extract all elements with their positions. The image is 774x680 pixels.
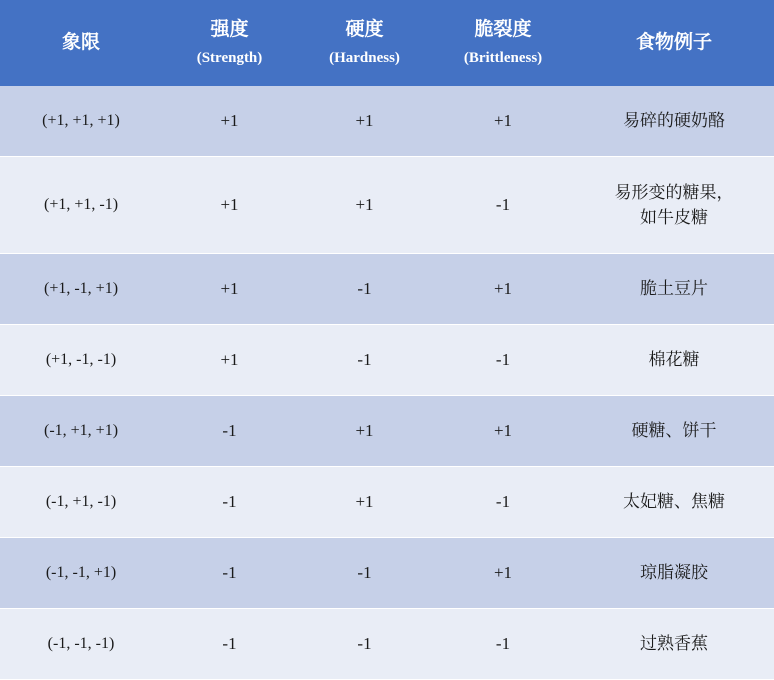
- cell-brittleness: +1: [432, 86, 574, 157]
- cell-brittleness: +1: [432, 396, 574, 467]
- cell-strength: -1: [162, 609, 297, 680]
- cell-quadrant: (-1, -1, +1): [0, 538, 162, 609]
- cell-quadrant: (-1, +1, +1): [0, 396, 162, 467]
- cell-brittleness: +1: [432, 254, 574, 325]
- cell-strength: -1: [162, 396, 297, 467]
- header-cell-brittleness: [432, 0, 574, 86]
- cell-example: [574, 396, 774, 467]
- cell-example-line2: 如牛皮糖: [640, 208, 708, 227]
- cell-hardness: +1: [297, 467, 432, 538]
- table-row: [0, 609, 774, 680]
- table-row: [0, 254, 774, 325]
- header-cell-quadrant: [0, 0, 162, 86]
- cell-brittleness: -1: [432, 609, 574, 680]
- table-row: [0, 86, 774, 157]
- cell-example: [574, 254, 774, 325]
- header-row: [0, 0, 774, 86]
- table-body: [0, 86, 774, 680]
- cell-quadrant: (+1, -1, +1): [0, 254, 162, 325]
- table-row: [0, 467, 774, 538]
- header-label-example: 食物例子: [635, 32, 712, 54]
- cell-example: [574, 157, 774, 254]
- cell-strength: +1: [162, 325, 297, 396]
- header-label-strength: 强度: [210, 19, 249, 41]
- table-row: [0, 396, 774, 467]
- cell-brittleness: -1: [432, 325, 574, 396]
- cell-example: [574, 86, 774, 157]
- cell-hardness: -1: [297, 325, 432, 396]
- cell-strength: +1: [162, 157, 297, 254]
- cell-example: [574, 538, 774, 609]
- cell-example-line1: 琼脂凝胶: [640, 563, 708, 583]
- cell-example-line1: 棉花糖: [648, 350, 700, 370]
- cell-hardness: +1: [297, 396, 432, 467]
- header-sublabel-brittleness: (Brittleness): [463, 49, 543, 66]
- header-cell-example: [574, 0, 774, 86]
- cell-example-line1: 太妃糖、焦糖: [623, 492, 725, 512]
- cell-hardness: -1: [297, 538, 432, 609]
- header-label-hardness: 硬度: [345, 19, 384, 41]
- cell-hardness: +1: [297, 86, 432, 157]
- header-label-quadrant: 象限: [61, 32, 100, 54]
- cell-quadrant: (+1, +1, -1): [0, 157, 162, 254]
- cell-brittleness: -1: [432, 157, 574, 254]
- cell-strength: +1: [162, 86, 297, 157]
- cell-hardness: -1: [297, 609, 432, 680]
- cell-example: [574, 467, 774, 538]
- cell-quadrant: (+1, -1, -1): [0, 325, 162, 396]
- cell-strength: -1: [162, 467, 297, 538]
- cell-example: [574, 325, 774, 396]
- header-label-brittleness: 脆裂度: [474, 19, 532, 41]
- cell-brittleness: -1: [432, 467, 574, 538]
- header-cell-strength: [162, 0, 297, 86]
- cell-hardness: +1: [297, 157, 432, 254]
- cell-quadrant: (-1, +1, -1): [0, 467, 162, 538]
- header-sublabel-strength: (Strength): [196, 49, 263, 66]
- table-row: [0, 538, 774, 609]
- cell-example-line1: 硬糖、饼干: [631, 421, 717, 441]
- table-row: [0, 157, 774, 254]
- cell-brittleness: +1: [432, 538, 574, 609]
- header-cell-hardness: [297, 0, 432, 86]
- cell-example-line1: 过熟香蕉: [640, 634, 708, 654]
- cell-example-line1: 易碎的硬奶酪: [623, 111, 725, 131]
- cell-example-line1: 易形变的糖果，: [614, 182, 734, 202]
- table-header: [0, 0, 774, 86]
- header-sublabel-hardness: (Hardness): [329, 49, 400, 66]
- cell-quadrant: (+1, +1, +1): [0, 86, 162, 157]
- cell-strength: -1: [162, 538, 297, 609]
- cell-quadrant: (-1, -1, -1): [0, 609, 162, 680]
- cell-hardness: -1: [297, 254, 432, 325]
- cell-example-line1: 脆土豆片: [640, 279, 708, 299]
- table-row: [0, 325, 774, 396]
- cell-strength: +1: [162, 254, 297, 325]
- cell-example: [574, 609, 774, 680]
